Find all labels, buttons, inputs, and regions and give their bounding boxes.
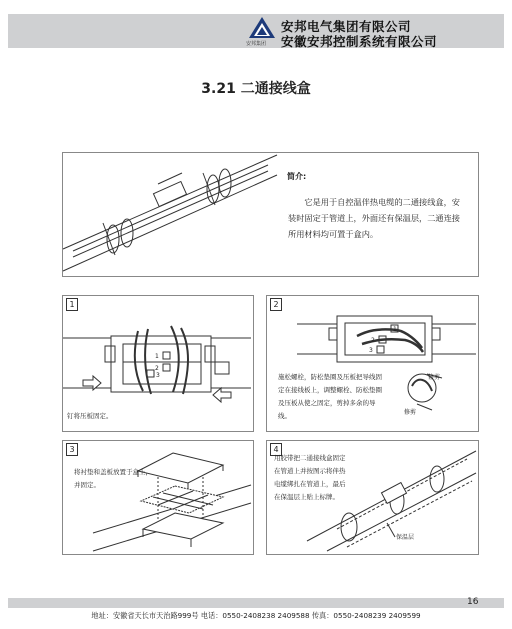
- page-title: 3.21 二通接线盒: [201, 81, 311, 97]
- step-3-cover-assembly-diagram: [63, 441, 251, 552]
- step-number: 4: [270, 443, 282, 456]
- step-4-text: 用胶带把二通接线盒固定在管道上并按图示将伴热电缆绑扎在管道上，最后在保温层上贴上标牌。: [274, 454, 346, 501]
- step-1-label-3: 3: [156, 372, 160, 379]
- footer-bar: [8, 598, 504, 608]
- step-1-text: 钉将压板固定。: [67, 412, 113, 420]
- company-name-line2: 安徽安邦控制系统有限公司: [281, 34, 438, 49]
- step-2-label-1: 1: [393, 326, 397, 333]
- step-2-note-trim-2: 修剪: [404, 409, 417, 416]
- step-2-note-trim-1: 修剪: [428, 374, 441, 381]
- intro-body: 它是用于自控温伴热电缆的二通接线盒，安装时固定于管道上，外面还有保温层，二通连接所用材料均可置于盒内。: [288, 197, 460, 239]
- step-2-text: 施松螺栓，防松垫圈及压板把导线固定在接线板上，调整螺栓、防松垫圈及压板从使之固定，剪掉多余的导线。: [278, 373, 382, 420]
- step-2-label-3: 3: [369, 347, 373, 354]
- page-number: 16: [467, 597, 479, 607]
- step-2-label-2: 2: [371, 337, 375, 344]
- step-1-label-1: 1: [155, 353, 159, 360]
- step-3-text: 将衬垫和盖板放置于盒上，并固定。: [74, 468, 152, 489]
- company-name-line1: 安邦电气集团有限公司: [281, 19, 412, 34]
- intro-pipe-illustration: [63, 153, 278, 274]
- step-number: 3: [66, 443, 78, 456]
- step-4-note-insulation: 保温层: [396, 534, 415, 541]
- intro-heading: 简介:: [287, 172, 307, 181]
- step-1-label-2: 2: [155, 365, 159, 372]
- step-number: 2: [270, 298, 282, 311]
- logo-text: 安邦集团: [246, 41, 267, 47]
- step-number: 1: [66, 298, 78, 311]
- footer-contact: 地址：安徽省天长市天治路999号 电话：0550-2408238 2409588 传真：0550-2408239 2409599: [91, 611, 421, 620]
